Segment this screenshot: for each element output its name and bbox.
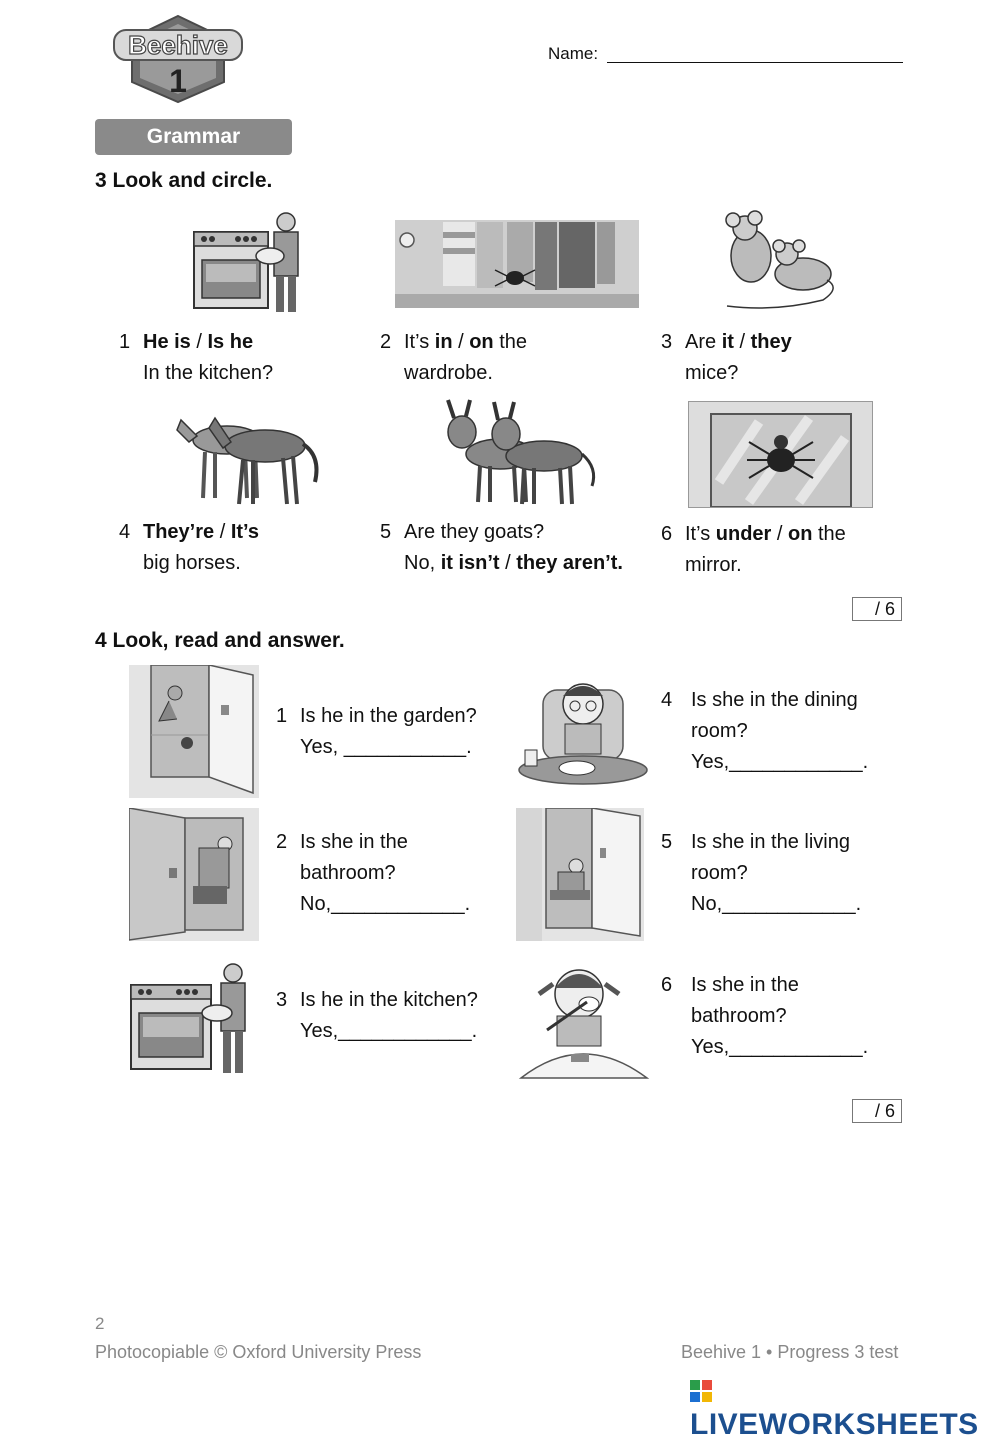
copyright-text: Photocopiable © Oxford University Press — [95, 1342, 422, 1362]
ex3-item-2: 2 It’s in / on the wardrobe. — [380, 331, 528, 384]
option-a[interactable]: in — [434, 331, 453, 353]
beehive-logo — [112, 12, 244, 104]
ex4-item-5: 5 Is she in the living room? No,____________. — [661, 827, 901, 920]
option-b[interactable]: on — [469, 331, 494, 353]
liveworksheets-logo-icon — [690, 1380, 712, 1402]
ex4-item-4: 4 Is she in the dining room? Yes,____________. — [661, 685, 901, 778]
answer-field[interactable]: No,____________. — [300, 893, 471, 915]
ex4-item-2: 2 Is she in the bathroom? No,____________. — [276, 827, 506, 920]
girl-living-room-door-image — [516, 808, 644, 941]
ex3-item-6: 6 It’s under / on the mirror. — [661, 523, 846, 576]
option-a[interactable]: They’re — [143, 521, 215, 543]
exercise3-heading: 3 Look and circle. — [95, 169, 273, 192]
exercise4-heading: 4 Look, read and answer. — [95, 629, 345, 652]
name-label: Name: — [548, 44, 599, 63]
name-input-line[interactable] — [607, 62, 903, 63]
option-a[interactable]: it isn’t — [440, 552, 500, 574]
exercise3-score: / 6 — [852, 597, 902, 621]
ex3-item-3: 3 Are it / they mice? — [661, 331, 792, 384]
ex4-item-3: 3 Is he in the kitchen? Yes,____________. — [276, 985, 506, 1047]
girl-bathroom-door-image — [129, 808, 259, 941]
ex3-item-1: 1 He is / Is he In the kitchen? — [119, 331, 274, 384]
answer-field[interactable]: Yes,____________. — [300, 1020, 478, 1042]
ex4-item-6: 6 Is she in the bathroom? Yes,____________. — [661, 970, 901, 1063]
boy-garden-door-image — [129, 665, 259, 798]
exercise4-score: / 6 — [852, 1099, 902, 1123]
svg-text:Beehive: Beehive — [128, 30, 228, 60]
answer-field[interactable]: Yes, ___________. — [300, 736, 472, 758]
svg-text:1: 1 — [169, 63, 187, 99]
option-b[interactable]: on — [788, 523, 813, 545]
option-a[interactable]: He is — [143, 331, 191, 353]
mirror-spider-image — [688, 401, 873, 508]
answer-field[interactable]: Yes,____________. — [691, 751, 869, 773]
option-b[interactable]: Is he — [207, 331, 254, 353]
test-title: Beehive 1 • Progress 3 test — [681, 1342, 899, 1362]
section-label: Grammar — [95, 119, 292, 155]
option-b[interactable]: It’s — [230, 521, 259, 543]
mice-image — [715, 208, 845, 320]
answer-field[interactable]: No,____________. — [691, 893, 862, 915]
answer-field[interactable]: Yes,____________. — [691, 1036, 869, 1058]
wardrobe-spider-image — [395, 220, 639, 308]
horses-image — [175, 398, 325, 508]
girl-brushing-teeth-image — [517, 960, 650, 1080]
option-b[interactable]: they aren’t. — [516, 552, 623, 574]
option-a[interactable]: under — [715, 523, 772, 545]
page-number: 2 — [95, 1314, 105, 1333]
boy-cooking-image — [192, 210, 307, 318]
option-a[interactable]: it — [721, 331, 734, 353]
donkeys-image — [440, 398, 600, 510]
liveworksheets-brand: LIVEWORKSHEETS — [690, 1374, 1000, 1442]
ex3-item-4: 4 They’re / It’s big horses. — [119, 521, 259, 574]
ex4-item-1: 1 Is he in the garden? Yes, ___________. — [276, 701, 506, 763]
option-b[interactable]: they — [750, 331, 792, 353]
boy-kitchen-image — [129, 961, 255, 1079]
ex3-item-5: 5 Are they goats? No, it isn’t / they aren’t. — [380, 521, 623, 574]
girl-dining-image — [517, 662, 650, 790]
